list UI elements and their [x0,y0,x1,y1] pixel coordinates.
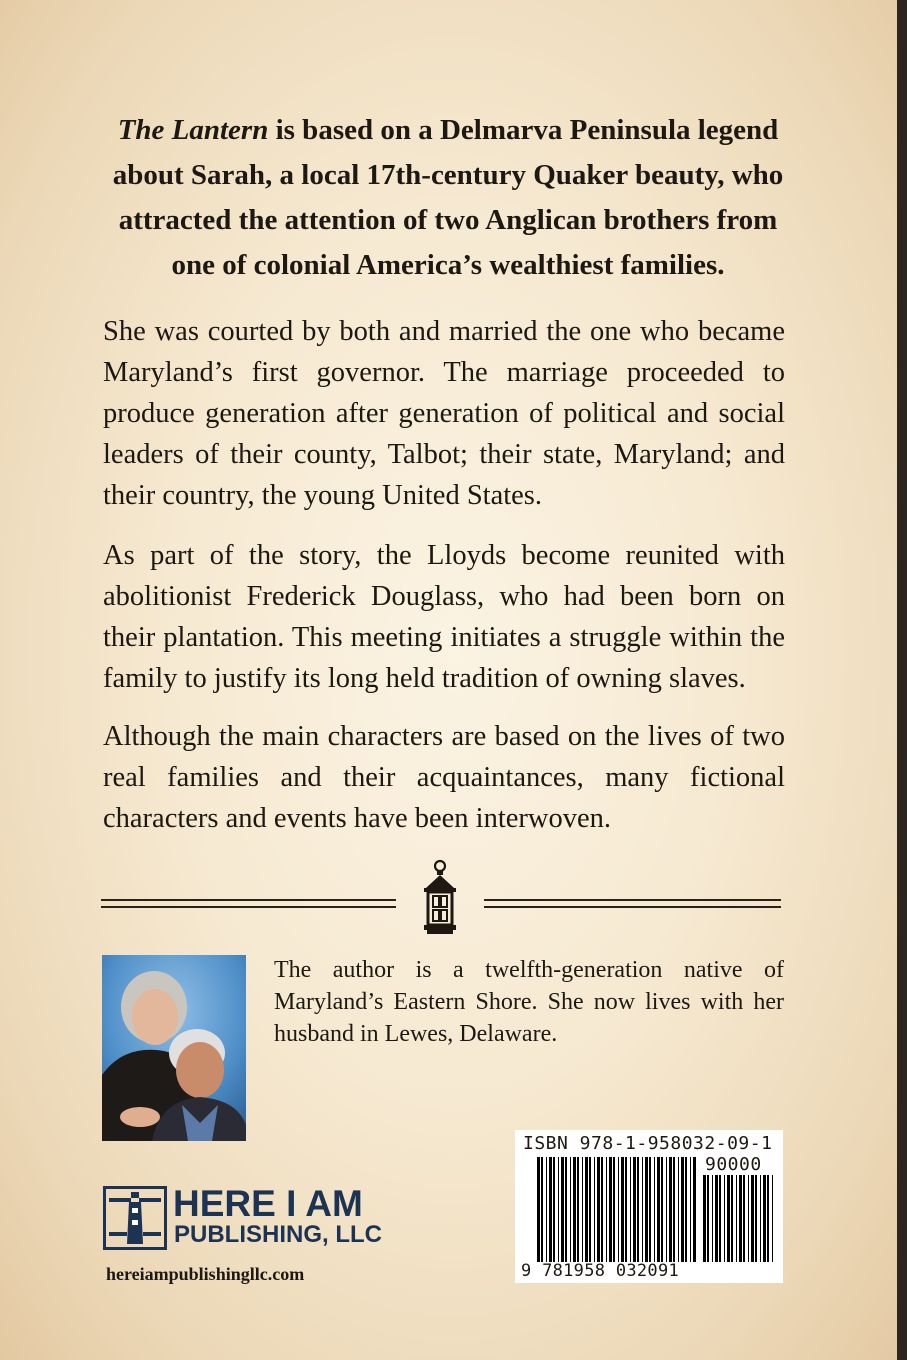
barcode-bar [537,1157,540,1262]
author-bio: The author is a twelfth-generation native of Maryland’s Eastern Shore. She now lives with her husband in Lewes, Delaware. [274,957,784,1047]
paragraph-douglass: As part of the story, the Lloyds become reunited with abolitionist Frederick Douglass, who had been born on their plantation. This meeting initiates a struggle within the family to justify its long held tradition of owning slaves. [103,540,785,694]
barcode-bar [693,1157,696,1262]
barcode-bar [669,1157,672,1262]
barcode-bars [537,1157,697,1262]
barcode-bar [743,1175,745,1262]
barcode-bar [755,1175,757,1262]
barcode-bar [606,1157,607,1262]
lighthouse-icon [103,1186,167,1250]
barcode-bar [625,1157,627,1262]
barcode-bar [621,1157,624,1262]
barcode-bar [565,1157,567,1262]
barcode-bar [690,1157,691,1262]
barcode-bar [570,1157,571,1262]
barcode-bar [739,1175,742,1262]
lantern-icon [416,858,464,938]
barcode-bar [685,1157,687,1262]
barcode-bar [609,1157,612,1262]
barcode-bar [645,1157,648,1262]
barcode-bar [589,1157,591,1262]
book-title: The Lantern [117,114,269,146]
barcode-bar [772,1175,773,1262]
barcode-bar [681,1157,684,1262]
paragraph-courtship: She was courted by both and married the one who became Maryland’s first governor. The marriage proceeded to produce generation after generation of political and social leaders of their county, Talbot; their state, Maryland; and their country, the young United States. [103,316,785,511]
barcode-bar [549,1157,552,1262]
barcode-bar [594,1157,595,1262]
barcode-digits: 9 781958 032091 [521,1261,680,1281]
price-code: 90000 [705,1154,762,1175]
barcode-bar [731,1175,733,1262]
barcode-bar [712,1175,713,1262]
barcode-bar [601,1157,603,1262]
barcode-bar [707,1175,709,1262]
barcode-bar [642,1157,643,1262]
barcode-bar [715,1175,718,1262]
author-photo [102,955,246,1141]
barcode-bar [618,1157,619,1262]
price-barcode-bars [703,1175,775,1262]
barcode-bar [649,1157,651,1262]
blurb-text: is based on a Delmarva Peninsula legend about Sarah, a local 17th-century Quaker beauty, who attracted the attention of two Anglican brothers from one of colonial America’s wealthiest families. [112,114,784,281]
barcode-bar [541,1157,543,1262]
barcode-bar [573,1157,576,1262]
barcode-bar [661,1157,663,1262]
isbn-barcode [515,1130,783,1283]
barcode-bar [546,1157,547,1262]
barcode-bar [724,1175,725,1262]
barcode-bar [673,1157,675,1262]
barcode-bar [637,1157,639,1262]
publisher-suffix: PUBLISHING, LLC [174,1221,382,1248]
barcode-bar [760,1175,761,1262]
publisher-logo [103,1183,403,1252]
barcode-bar [558,1157,559,1262]
divider-right [484,899,781,908]
barcode-bar [751,1175,754,1262]
barcode-bar [582,1157,583,1262]
blurb-heading [110,108,786,288]
barcode-bar [654,1157,655,1262]
barcode-bar [736,1175,737,1262]
barcode-bar [553,1157,555,1262]
barcode-bar [719,1175,721,1262]
spine-edge [897,0,907,1360]
barcode-bar [678,1157,679,1262]
barcode-bar [767,1175,769,1262]
barcode-bar [561,1157,564,1262]
barcode-bar [657,1157,660,1262]
barcode-bar [613,1157,615,1262]
barcode-bar [630,1157,631,1262]
barcode-bar [727,1175,730,1262]
barcode-bar [597,1157,600,1262]
barcode-bar [748,1175,749,1262]
paragraph-fiction-note: Although the main characters are based on the lives of two real families and their acquaintances, many fictional characters and events have been interwoven. [103,721,785,834]
barcode-bar [666,1157,667,1262]
barcode-bar [703,1175,706,1262]
publisher-website: hereiampublishingllc.com [106,1264,305,1284]
barcode-bar [577,1157,579,1262]
publisher-name: HERE I AM [173,1183,363,1224]
divider-left [101,899,396,908]
barcode-bar [585,1157,588,1262]
barcode-bar [633,1157,636,1262]
barcode-bar [763,1175,766,1262]
isbn-label: ISBN 978-1-958032-09-1 [523,1133,773,1154]
